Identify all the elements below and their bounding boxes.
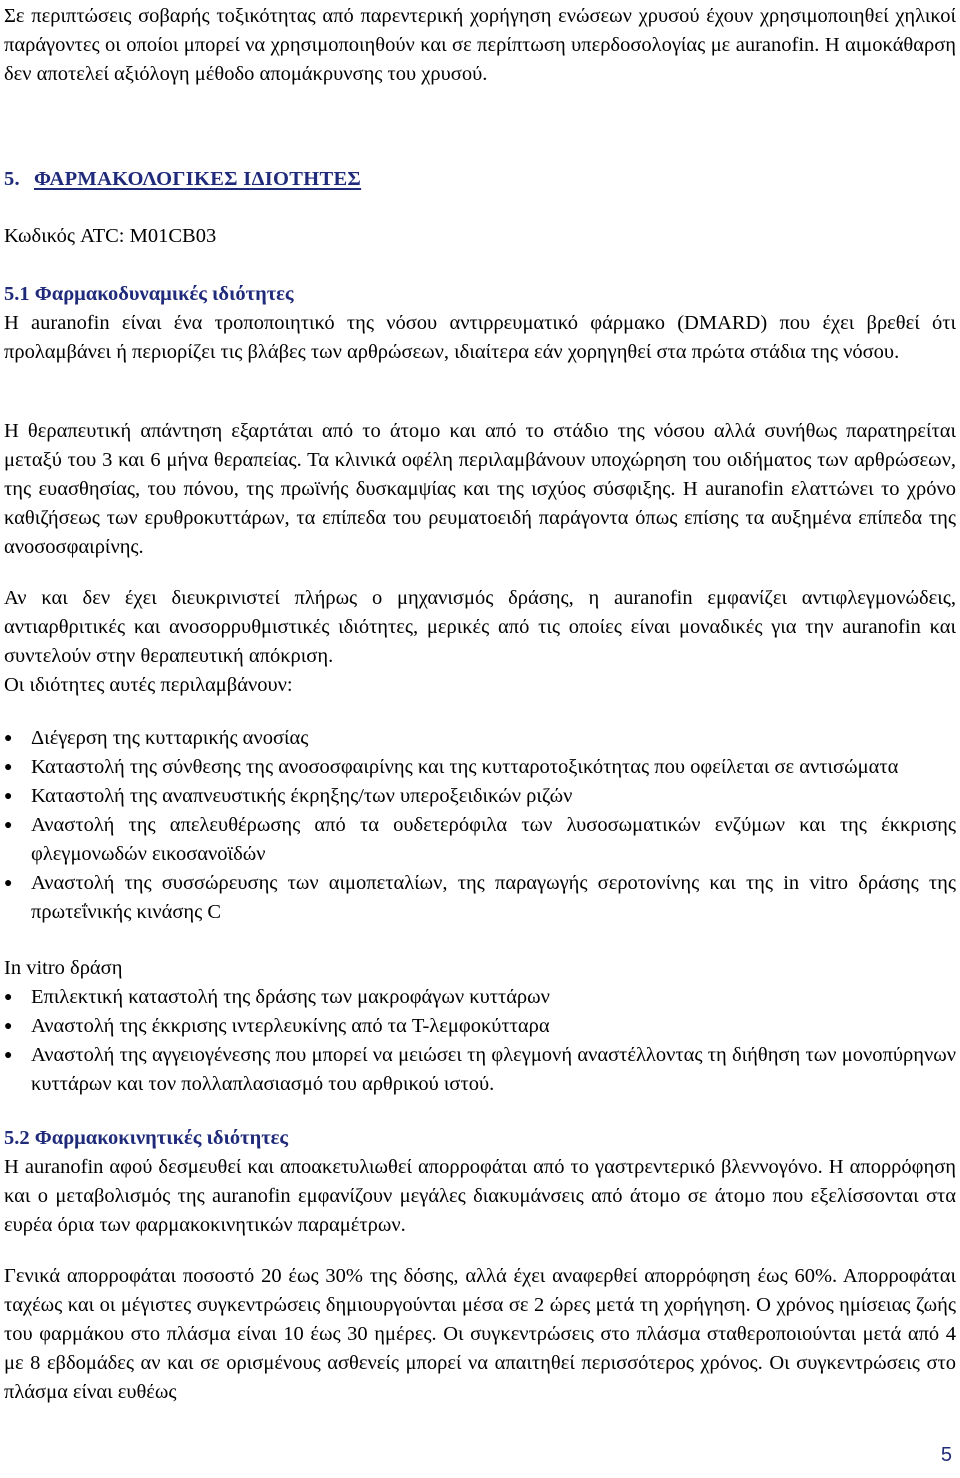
bullet-icon: ● [4,731,13,746]
bullet-icon: ● [4,760,13,775]
list-item [4,1041,956,1099]
list-item-text: Επιλεκτική καταστολή της δράσης των μακροφάγων κυττάρων [31,986,550,1008]
section-5-1-paragraph-3: Αν και δεν έχει διευκρινιστεί πλήρως ο μηχανισμός δράσης, η auranofin εμφανίζει αντιφλεγμονώδεις, αντιαρθριτικές και ανοσορρυθμιστικές ιδιότητες, μερικές από τις οποίες είναι μοναδικές για την auranofin και συντελούν στην θεραπευτική απόκριση. [4,587,956,667]
list-item [4,1012,956,1041]
page-number: 5 [940,1444,952,1466]
list-item [4,869,956,927]
section-5-heading [4,165,361,194]
section-5-2-paragraph-1: Η auranofin αφού δεσμευθεί και αποακετυλιωθεί απορροφάται από το γαστρεντερικό βλεννογόνο. Η απορρόφηση και ο μεταβολισμός της auranofin εμφανίζουν μεγάλες διακυμάνσεις από άτομο σε άτομο που εξελίσσονται στα ευρέα όρια των φαρμακοκινητικών παραμέτρων. [4,1156,956,1236]
atc-code-line: Κωδικός ATC: M01CB03 [4,225,217,247]
properties-list [4,724,956,927]
list-item-text: Αναστολή της έκκρισης ιντερλευκίνης από τα T-λεμφοκύτταρα [31,1015,550,1037]
section-5-1 [4,280,956,367]
bullet-icon: ● [4,1019,13,1034]
bullet-icon: ● [4,990,13,1005]
list-item-text: Καταστολή της αναπνευστικής έκρηξης/των υπεροξειδικών ριζών [31,785,573,807]
section-5-2-heading: 5.2 Φαρμακοκινητικές ιδιότητες [4,1127,289,1149]
intro-paragraph: Σε περιπτώσεις σοβαρής τοξικότητας από παρεντερική χορήγηση ενώσεων χρυσού έχουν χρησιμοποιηθεί χηλικοί παράγοντες οι οποίοι μπορεί να χρησιμοποιηθούν και σε περίπτωση υπερδοσολογίας με auranofin. Η αιμοκάθαρση δεν αποτελεί αξιόλογη μέθοδο απομάκρυνσης του χρυσού. [4,5,956,85]
bullet-icon: ● [4,818,13,833]
list-item-text: Καταστολή της σύνθεσης της ανοσοσφαιρίνης και της κυτταροτοξικότητας που οφείλεται σε αντισώματα [31,756,899,778]
list-item [4,811,956,869]
list-item [4,753,956,782]
list-item-text: Αναστολή της απελευθέρωσης από τα ουδετερόφιλα των λυσοσωματικών ενζύμων και της έκκρισης φλεγμονωδών εικοσανοϊδών [31,814,956,865]
properties-intro: Οι ιδιότητες αυτές περιλαμβάνουν: [4,674,293,696]
list-item-text: Αναστολή της συσσώρευσης των αιμοπεταλίων, της παραγωγής σεροτονίνης και της in vitro δράσης της πρωτεΐνικής κινάσης C [31,872,956,923]
section-5-1-heading: 5.1 Φαρμακοδυναμικές ιδιότητες [4,283,294,305]
list-item [4,724,956,753]
section-5-2-paragraph-2: Γενικά απορροφάται ποσοστό 20 έως 30% της δόσης, αλλά έχει αναφερθεί απορρόφηση έως 60%. Απορροφάται ταχέως και οι μέγιστες συγκεντρώσεις δημιουργούνται μέσα σε 2 ώρες μετά τη χορήγηση. Ο χρόνος ημίσειας ζωής του φαρμάκου στο πλάσμα είναι 10 έως 30 ημέρες. Οι συγκεντρώσεις στο πλάσμα σταθεροποιούνται μετά από 4 με 8 εβδομάδες αν και σε ορισμένους ασθενείς μπορεί να απαιτηθεί περισσότερος χρόνος. Οι συγκεντρώσεις στο πλάσμα είναι ευθέως [4,1265,956,1403]
list-item-text: Αναστολή της αγγειογένεσης που μπορεί να μειώσει τη φλεγμονή αναστέλλοντας τη διήθηση των μονοπύρηνων κυττάρων και τον πολλαπλασιασμό του αρθρικού ιστού. [31,1044,956,1095]
list-item [4,983,956,1012]
in-vitro-list [4,983,956,1099]
bullet-icon: ● [4,1048,13,1063]
in-vitro-label: In vitro δράση [4,957,123,979]
bullet-icon: ● [4,876,13,891]
section-5-title: ΦΑΡΜΑΚΟΛΟΓΙΚΕΣ ΙΔΙΟΤΗΤΕΣ [33,168,362,190]
section-5-1-mechanism [4,584,956,700]
list-item-text: Διέγερση της κυτταρικής ανοσίας [31,727,309,749]
section-5-2 [4,1124,956,1240]
section-5-number: 5. [4,168,20,190]
bullet-icon: ● [4,789,13,804]
section-5-1-paragraph-1: Η auranofin είναι ένα τροποποιητικό της νόσου αντιρρευματικό φάρμακο (DMARD) που έχει βρεθεί ότι προλαμβάνει ή περιορίζει τις βλάβες των αρθρώσεων, ιδιαίτερα εάν χορηγηθεί στα πρώτα στάδια της νόσου. [4,312,956,363]
list-item [4,782,956,811]
section-5-1-paragraph-2: Η θεραπευτική απάντηση εξαρτάται από το άτομο και από το στάδιο της νόσου αλλά συνήθως παρατηρείται μεταξύ του 3 και 6 μήνα θεραπείας. Τα κλινικά οφέλη περιλαμβάνουν υποχώρηση του οιδήματος των αρθρώσεων, της ευασθησίας, του πόνου, της πρωϊνής δυσκαμψίας και της ισχύος σύσφιξης. Η auranofin ελαττώνει το χρόνο καθιζήσεως των ερυθροκυττάρων, τα επίπεδα του ρευματοειδή παράγοντα όπως επίσης τα αυξημένα επίπεδα της ανοσοσφαιρίνης. [4,420,956,558]
